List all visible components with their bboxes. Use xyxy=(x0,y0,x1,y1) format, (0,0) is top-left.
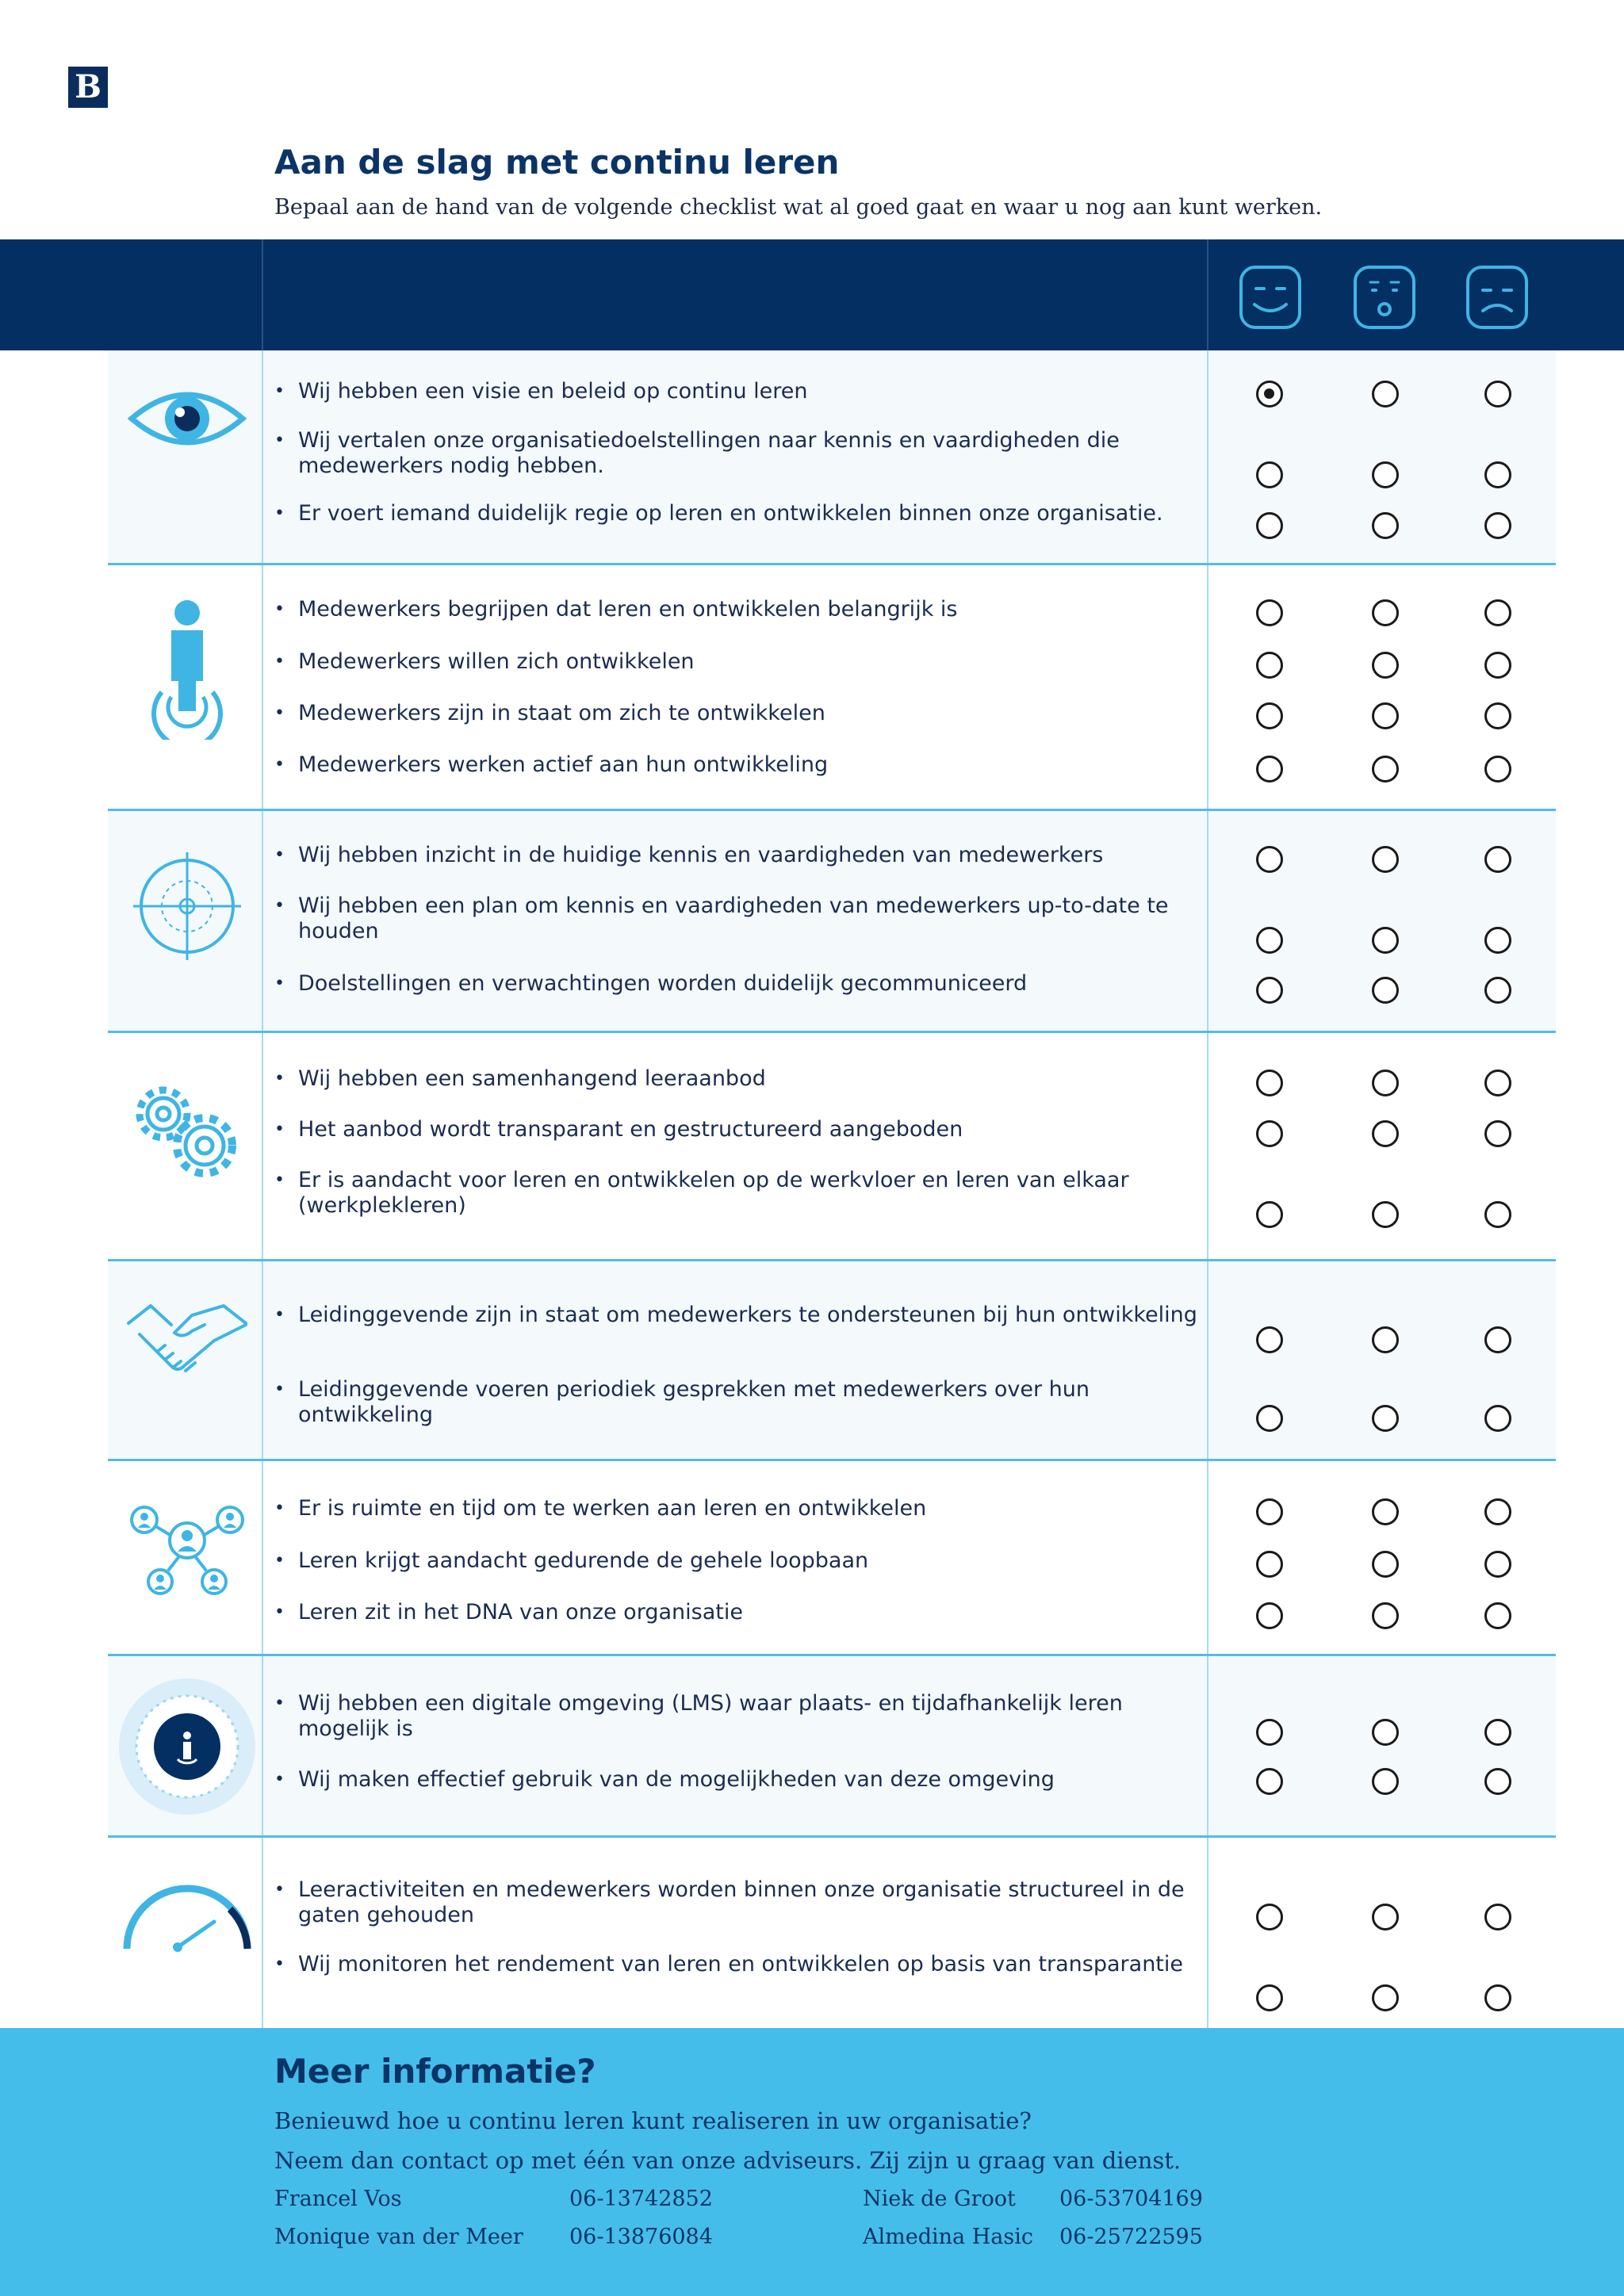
checklist-item: • Er voert iemand duidelijk regie op leren en ontwikkelen binnen onze organisatie. xyxy=(274,501,1163,526)
rating-radio-negative[interactable] xyxy=(1484,846,1511,873)
rating-radio-negative[interactable] xyxy=(1484,1405,1511,1432)
checklist-item: • Wij vertalen onze organisatiedoelstellingen naar kennis en vaardigheden die medewerkers nodig hebben. xyxy=(274,428,1120,478)
section-digital xyxy=(108,1656,1556,1838)
checklist-item: • Doelstellingen en verwachtingen worden duidelijk gecommuniceerd xyxy=(274,971,1028,996)
rating-radio-neutral[interactable] xyxy=(1372,599,1399,626)
person-icon xyxy=(116,597,259,740)
rating-radio-negative[interactable] xyxy=(1484,1551,1511,1578)
checklist-item: • Medewerkers willen zich ontwikkelen xyxy=(274,649,695,674)
rating-radio-positive[interactable] xyxy=(1256,977,1283,1004)
checklist-item: • Medewerkers zijn in staat om zich te ontwikkelen xyxy=(274,701,825,725)
rating-radio-positive[interactable] xyxy=(1256,1120,1283,1147)
rating-radio-positive[interactable] xyxy=(1256,1070,1283,1096)
rating-radio-positive[interactable] xyxy=(1256,1719,1283,1746)
rating-radio-positive[interactable] xyxy=(1256,461,1283,488)
checklist-item: • Wij monitoren het rendement van leren en ontwikkelen op basis van transparantie xyxy=(274,1952,1184,1976)
rating-radio-positive[interactable] xyxy=(1256,927,1283,954)
footer-title: Meer informatie? xyxy=(274,2052,596,2091)
footer-intro: Benieuwd hoe u continu leren kunt realiseren in uw organisatie? xyxy=(274,2107,1032,2134)
rating-radio-negative[interactable] xyxy=(1484,652,1511,679)
rating-radio-positive[interactable] xyxy=(1256,652,1283,679)
rating-radio-positive[interactable] xyxy=(1256,381,1283,408)
rating-radio-positive[interactable] xyxy=(1256,846,1283,873)
checklist-item: • Wij maken effectief gebruik van de mogelijkheden van deze omgeving xyxy=(274,1767,1055,1792)
section-monitoring xyxy=(108,1838,1556,2036)
rating-radio-neutral[interactable] xyxy=(1372,512,1399,539)
rating-radio-neutral[interactable] xyxy=(1372,1405,1399,1432)
rating-radio-negative[interactable] xyxy=(1484,1719,1511,1746)
rating-radio-positive[interactable] xyxy=(1256,1201,1283,1228)
network-people-icon xyxy=(116,1502,259,1598)
rating-radio-negative[interactable] xyxy=(1484,702,1511,729)
page-subtitle: Bepaal aan de hand van de volgende checklist wat al goed gaat en waar u nog aan kunt werken. xyxy=(274,195,1323,220)
footer-call-to-action: Neem dan contact op met één van onze adviseurs. Zij zijn u graag van dienst. xyxy=(274,2147,1182,2174)
checklist-item: • Het aanbod wordt transparant en gestructureerd aangeboden xyxy=(274,1117,963,1142)
checklist-item: • Wij hebben een visie en beleid op continu leren xyxy=(274,379,808,404)
header-divider xyxy=(262,239,263,350)
header-divider xyxy=(1207,239,1208,350)
checklist-item: • Wij hebben inzicht in de huidige kennis en vaardigheden van medewerkers xyxy=(274,843,1104,867)
rating-radio-negative[interactable] xyxy=(1484,1326,1511,1353)
rating-radio-negative[interactable] xyxy=(1484,1120,1511,1147)
rating-radio-negative[interactable] xyxy=(1484,1070,1511,1096)
rating-radio-negative[interactable] xyxy=(1484,927,1511,954)
rating-radio-neutral[interactable] xyxy=(1372,756,1399,783)
checklist-item: • Leeractiviteiten en medewerkers worden binnen onze organisatie structureel in de gaten gehouden xyxy=(274,1877,1185,1927)
section-offering xyxy=(108,1033,1556,1261)
contact-name: Francel Vos xyxy=(274,2187,402,2211)
rating-radio-negative[interactable] xyxy=(1484,1768,1511,1795)
rating-radio-neutral[interactable] xyxy=(1372,1201,1399,1228)
rating-radio-neutral[interactable] xyxy=(1372,1551,1399,1578)
section-vision xyxy=(108,350,1556,565)
happy-face-icon xyxy=(1239,265,1302,330)
rating-radio-neutral[interactable] xyxy=(1372,1768,1399,1795)
rating-radio-neutral[interactable] xyxy=(1372,1498,1399,1525)
rating-radio-negative[interactable] xyxy=(1484,461,1511,488)
rating-radio-negative[interactable] xyxy=(1484,599,1511,626)
rating-radio-neutral[interactable] xyxy=(1372,1719,1399,1746)
contact-name: Niek de Groot xyxy=(863,2187,1016,2211)
checklist-item: • Er is aandacht voor leren en ontwikkelen op de werkvloer en leren van elkaar (werkplekleren) xyxy=(274,1168,1129,1218)
section-culture xyxy=(108,1461,1556,1656)
checklist-item: • Medewerkers begrijpen dat leren en ontwikkelen belangrijk is xyxy=(274,597,958,622)
rating-radio-neutral[interactable] xyxy=(1372,846,1399,873)
checklist-item: • Wij hebben een samenhangend leeraanbod xyxy=(274,1066,766,1091)
rating-radio-neutral[interactable] xyxy=(1372,1602,1399,1629)
rating-radio-neutral[interactable] xyxy=(1372,1070,1399,1096)
contact-phone[interactable]: 06-25722595 xyxy=(1059,2225,1203,2249)
section-employees xyxy=(108,565,1556,811)
eye-icon xyxy=(116,379,259,458)
checklist-item: • Er is ruimte en tijd om te werken aan leren en ontwikkelen xyxy=(274,1496,927,1521)
rating-radio-positive[interactable] xyxy=(1256,1768,1283,1795)
contact-name: Monique van der Meer xyxy=(274,2225,523,2249)
section-managers xyxy=(108,1261,1556,1461)
rating-radio-positive[interactable] xyxy=(1256,1405,1283,1432)
digital-environment-icon xyxy=(116,1677,259,1816)
rating-radio-neutral[interactable] xyxy=(1372,1984,1399,2011)
rating-radio-positive[interactable] xyxy=(1256,756,1283,783)
rating-radio-negative[interactable] xyxy=(1484,1984,1511,2011)
page-title: Aan de slag met continu leren xyxy=(274,143,840,182)
rating-radio-negative[interactable] xyxy=(1484,756,1511,783)
target-icon xyxy=(116,851,259,962)
contact-phone[interactable]: 06-13742852 xyxy=(569,2187,713,2211)
contact-footer xyxy=(0,2028,1624,2296)
rating-header-band xyxy=(0,239,1624,350)
rating-radio-negative[interactable] xyxy=(1484,1602,1511,1629)
rating-radio-neutral[interactable] xyxy=(1372,702,1399,729)
gears-icon xyxy=(116,1084,259,1179)
rating-radio-neutral[interactable] xyxy=(1372,381,1399,408)
rating-radio-positive[interactable] xyxy=(1256,1551,1283,1578)
checklist-table xyxy=(108,350,1556,2036)
checklist-item: • Leidinggevende voeren periodiek gesprekken met medewerkers over hun ontwikkeling xyxy=(274,1377,1090,1427)
rating-radio-negative[interactable] xyxy=(1484,381,1511,408)
rating-radio-positive[interactable] xyxy=(1256,599,1283,626)
rating-radio-neutral[interactable] xyxy=(1372,1326,1399,1353)
rating-radio-positive[interactable] xyxy=(1256,1498,1283,1525)
rating-radio-positive[interactable] xyxy=(1256,1326,1283,1353)
rating-radio-positive[interactable] xyxy=(1256,702,1283,729)
checklist-item: • Medewerkers werken actief aan hun ontwikkeling xyxy=(274,752,829,777)
rating-radio-negative[interactable] xyxy=(1484,1904,1511,1931)
rating-radio-neutral[interactable] xyxy=(1372,977,1399,1004)
rating-radio-positive[interactable] xyxy=(1256,1984,1283,2011)
rating-radio-neutral[interactable] xyxy=(1372,927,1399,954)
checklist-item: • Leidinggevende zijn in staat om medewerkers te ondersteunen bij hun ontwikkeling xyxy=(274,1303,1197,1327)
checklist-item: • Leren zit in het DNA van onze organisatie xyxy=(274,1600,743,1624)
rating-radio-neutral[interactable] xyxy=(1372,1120,1399,1147)
rating-radio-neutral[interactable] xyxy=(1372,652,1399,679)
rating-radio-neutral[interactable] xyxy=(1372,1904,1399,1931)
rating-radio-positive[interactable] xyxy=(1256,1602,1283,1629)
checklist-item: • Leren krijgt aandacht gedurende de gehele loopbaan xyxy=(274,1548,869,1573)
checklist-item: • Wij hebben een plan om kennis en vaardigheden van medewerkers up-to-date te houden xyxy=(274,894,1169,943)
sad-face-icon xyxy=(1465,265,1529,330)
rating-radio-positive[interactable] xyxy=(1256,512,1283,539)
rating-radio-positive[interactable] xyxy=(1256,1904,1283,1931)
contact-name: Almedina Hasic xyxy=(863,2225,1033,2249)
checklist-item: • Wij hebben een digitale omgeving (LMS) waar plaats- en tijdafhankelijk leren mogelijk is xyxy=(274,1691,1123,1741)
speedometer-icon xyxy=(116,1877,259,1957)
rating-radio-negative[interactable] xyxy=(1484,1201,1511,1228)
section-insight xyxy=(108,811,1556,1033)
contact-phone[interactable]: 06-13876084 xyxy=(569,2225,713,2249)
company-logo: B xyxy=(68,67,108,108)
rating-radio-neutral[interactable] xyxy=(1372,461,1399,488)
surprised-face-icon xyxy=(1353,265,1416,330)
contact-phone[interactable]: 06-53704169 xyxy=(1059,2187,1203,2211)
handshake-icon xyxy=(116,1298,259,1385)
rating-radio-negative[interactable] xyxy=(1484,1498,1511,1525)
rating-radio-negative[interactable] xyxy=(1484,512,1511,539)
rating-radio-negative[interactable] xyxy=(1484,977,1511,1004)
